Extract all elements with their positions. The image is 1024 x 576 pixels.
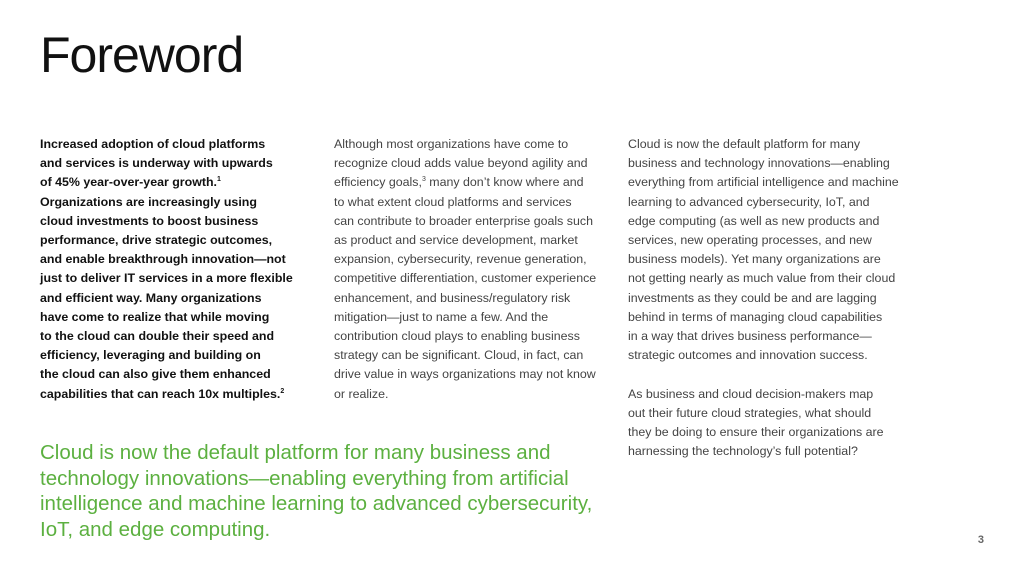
body-line: services, new operating processes, and new [628, 233, 872, 248]
body-line: competitive differentiation, customer experience [334, 271, 597, 286]
body-line: or realize. [334, 386, 389, 401]
body-line: to what extent cloud platforms and services [334, 194, 572, 209]
body-line: efficiency goals, [334, 175, 422, 190]
body-line: as product and service development, market [334, 233, 578, 248]
body-column-three [628, 135, 918, 461]
pull-quote [40, 440, 600, 542]
body-column-two [334, 135, 614, 404]
intro-line: and enable breakthrough innovation—not [40, 252, 286, 267]
intro-column [40, 135, 316, 404]
intro-line: Organizations are increasingly using [40, 194, 257, 209]
body-line: drive value in ways organizations may not know [334, 367, 596, 382]
body-line: business models). Yet many organizations are [628, 252, 881, 267]
body-line: learning to advanced cybersecurity, IoT, and [628, 194, 870, 209]
footnote-marker: 1 [216, 176, 221, 184]
pull-quote-line: IoT, and edge computing. [40, 517, 271, 541]
body-line: expansion, cybersecurity, revenue generation, [334, 252, 587, 267]
body-line: out their future cloud strategies, what should [628, 405, 872, 420]
intro-line: cloud investments to boost business [40, 213, 259, 228]
page-title: Foreword [40, 27, 244, 83]
body-line: edge computing (as well as new products and [628, 213, 880, 228]
paragraph-gap [628, 365, 918, 384]
intro-line: the cloud can also give them enhanced [40, 367, 271, 382]
footnote-marker: 2 [280, 387, 285, 395]
body-line: Cloud is now the default platform for many [628, 137, 861, 151]
body-line: everything from artificial intelligence and machine [628, 175, 899, 190]
body-line: As business and cloud decision-makers map [628, 386, 874, 401]
body-line: harnessing the technology’s full potential? [628, 444, 858, 459]
pull-quote-line: technology innovations—enabling everything from artificial [40, 466, 569, 490]
body-line: business and technology innovations—enabling [628, 156, 890, 171]
body-line: not getting nearly as much value from their cloud [628, 271, 896, 286]
intro-line: efficiency, leveraging and building on [40, 348, 261, 363]
intro-line: have come to realize that while moving [40, 309, 270, 324]
body-line: investments as they could be and are lagging [628, 290, 877, 305]
intro-line: to the cloud can double their speed and [40, 329, 275, 344]
pull-quote-line: Cloud is now the default platform for many business and [40, 441, 551, 464]
intro-line: and efficient way. Many organizations [40, 290, 262, 305]
page-number: 3 [977, 534, 984, 546]
body-line: Although most organizations have come to [334, 137, 569, 151]
body-line: recognize cloud adds value beyond agility and [334, 156, 588, 171]
body-line: can contribute to broader enterprise goals such [334, 213, 593, 228]
body-line: many don’t know where and [425, 175, 584, 190]
intro-line: performance, drive strategic outcomes, [40, 233, 273, 248]
body-line-with-footnote [334, 173, 614, 192]
intro-line: and services is underway with upwards [40, 156, 273, 171]
intro-line-with-footnote [40, 385, 316, 404]
body-line: behind in terms of managing cloud capabilities [628, 309, 883, 324]
body-line: contribution cloud plays to enabling business [334, 329, 580, 344]
body-line: strategy can be significant. Cloud, in fact, can [334, 348, 584, 363]
body-line: mitigation—just to name a few. And the [334, 309, 549, 324]
intro-line: Increased adoption of cloud platforms [40, 137, 266, 151]
intro-line-with-footnote [40, 173, 316, 192]
body-line: they be doing to ensure their organizations are [628, 425, 884, 440]
intro-line: of 45% year-over-year growth. [40, 175, 217, 190]
pull-quote-line: intelligence and machine learning to advanced cybersecurity, [40, 492, 593, 515]
intro-line: just to deliver IT services in a more flexible [40, 271, 293, 286]
body-line: strategic outcomes and innovation success. [628, 348, 868, 363]
body-line: enhancement, and business/regulatory risk [334, 290, 571, 305]
body-line: in a way that drives business performance— [628, 329, 872, 344]
intro-line: capabilities that can reach 10x multiples. [40, 386, 281, 401]
footnote-marker: 3 [421, 176, 426, 184]
